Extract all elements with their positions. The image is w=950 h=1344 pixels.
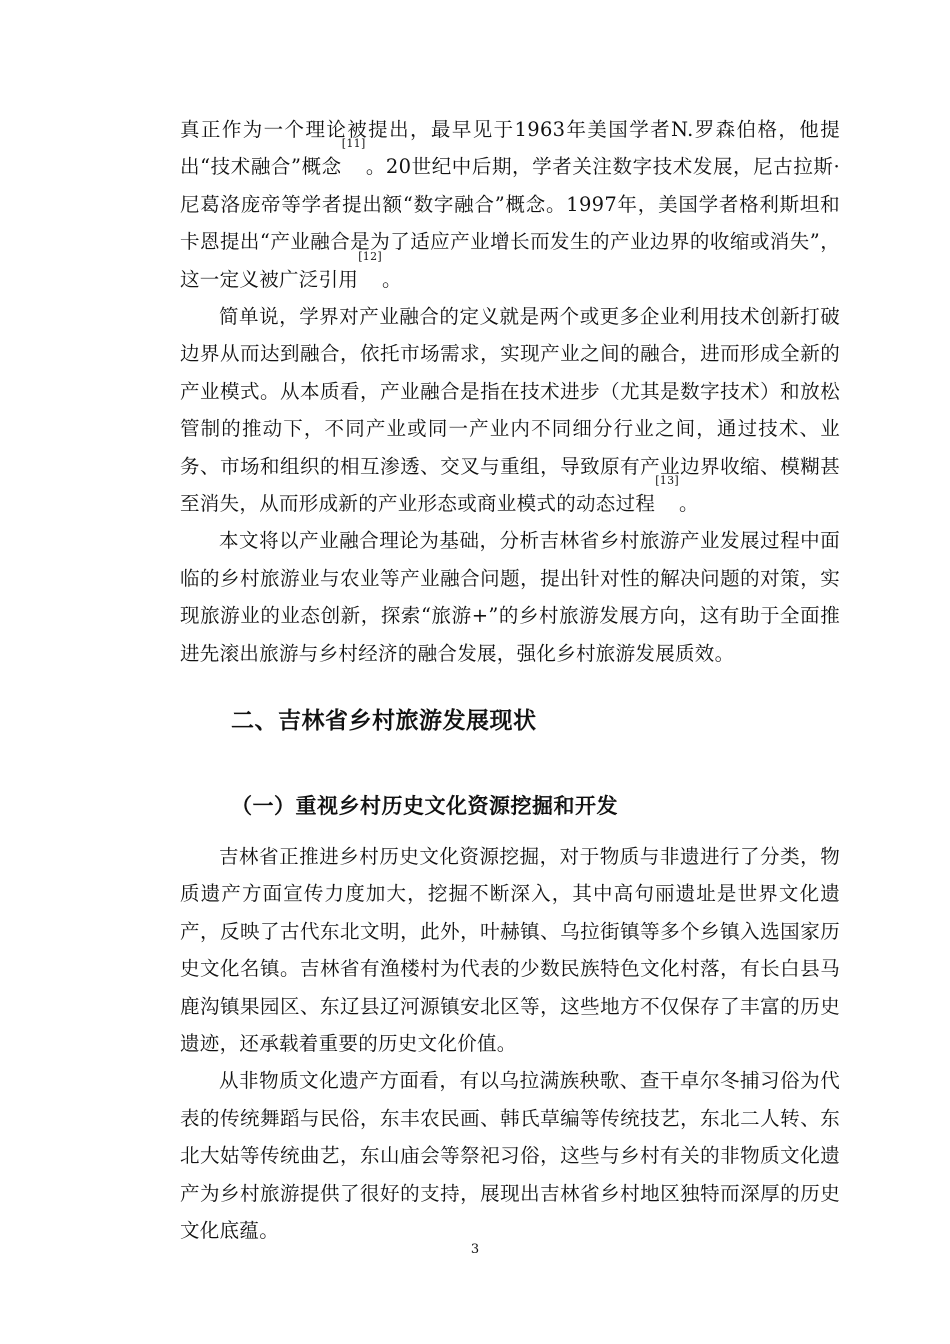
paragraph-4: 吉林省正推进乡村历史文化资源挖掘，对于物质与非遗进行了分类，物质遗产方面宣传力度加大，挖掘不断深入，其中高句丽遗址是世界文化遗产，反映了古代东北文明，此外，叶赫镇、乌拉街镇等多个乡镇入选国家历史文化名镇。吉林省有渔楼村为代表的少数民族特色文化村落，有长白县马鹿沟镇果园区、东辽县辽河源镇安北区等，这些地方不仅保存了丰富的历史遗迹，还承载着重要的历史文化价值。 — [180, 845, 840, 1056]
paragraph-2-text-a: 简单说，学界对产业融合的定义就是两个或更多企业利用技术创新打破边界从而达到融合，依托市场需求，实现产业之间的融合，进而形成全新的产业模式。从本质看，产业融合是指在技术进步（尤其是数字技术）和放松管制的推动下，不同产业或同一产业内不同细分行业之间，通过技术、业务、市场和组织的相互渗透、交叉与重组，导致原有产业边界收缩、模糊甚至消失，从而形成新的产业形态或商业模式的动态过程 — [180, 305, 840, 516]
paragraph-1-text-b: 。20世纪中后期，学者关注数字技术发展，尼古拉斯·尼葛洛庞帝等学者提出额“数字融合”概念。1997年，美国学者格利斯坦和卡恩提出“产业融合是为了适应产业增长而发生的产业边界的收缩或消失”，这一定义被广泛引用 — [180, 155, 840, 291]
citation-11: [11] — [341, 137, 366, 151]
page-number: 3 — [470, 1242, 480, 1257]
paragraph-2 — [180, 298, 840, 522]
citation-12: [12] — [358, 249, 382, 263]
paragraph-1-text-c: 。 — [381, 267, 402, 291]
body-text-block-2 — [180, 838, 840, 1249]
paragraph-5: 从非物质文化遗产方面看，有以乌拉满族秧歌、查干卓尔冬捕习俗为代表的传统舞蹈与民俗，东丰农民画、韩氏草编等传统技艺，东北二人转、东北大姑等传统曲艺，东山庙会等祭祀习俗，这些与乡村有关的非物质文化遗产为乡村旅游提供了很好的支持，展现出吉林省乡村地区独特而深厚的历史文化底蕴。 — [180, 1069, 840, 1243]
paragraph-1-text-a: 真正作为一个理论被提出，最早见于1963年美国学者N.罗森伯格，他提出“技术融合”概念 — [180, 118, 840, 179]
body-text-block-1 — [180, 111, 840, 672]
paragraph-1 — [180, 111, 840, 298]
section-heading: 二、吉林省乡村旅游发展现状 — [231, 708, 537, 734]
paragraph-2-text-b: 。 — [678, 492, 699, 516]
sub-heading: （一）重视乡村历史文化资源挖掘和开发 — [231, 794, 618, 818]
paragraph-3: 本文将以产业融合理论为基础，分析吉林省乡村旅游产业发展过程中面临的乡村旅游业与农业等产业融合问题，提出针对性的解决问题的对策，实现旅游业的业态创新，探索“旅游+”的乡村旅游发展方向，这有助于全面推进先滚出旅游与乡村经济的融合发展，强化乡村旅游发展质效。 — [180, 529, 840, 665]
citation-13: [13] — [655, 474, 679, 488]
